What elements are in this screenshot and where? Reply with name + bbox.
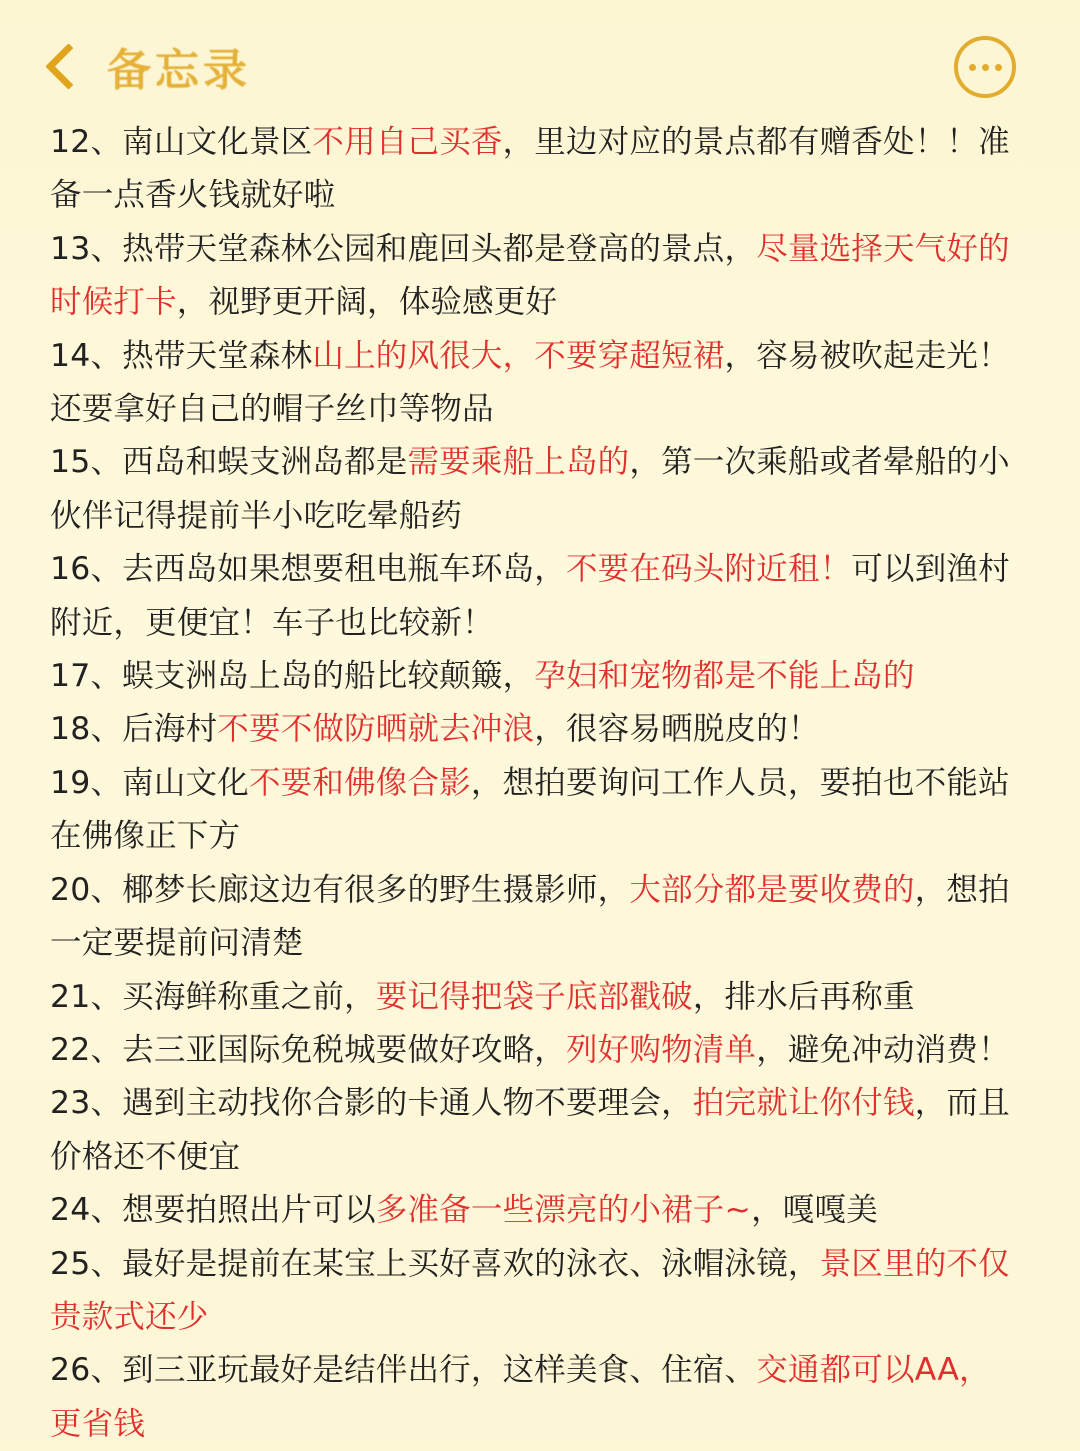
tip-text: ，而且价格还不便宜	[50, 1085, 1010, 1175]
note-tip-item	[50, 971, 1018, 1024]
note-tip-item	[50, 1344, 1018, 1451]
tip-text: ，很容易晒脱皮的！	[534, 711, 820, 748]
highlighted-text: 不要和佛像合影	[248, 764, 471, 801]
highlighted-text: 需要乘船上岛的	[407, 444, 630, 481]
tip-text: ，嘎嘎美	[751, 1192, 878, 1229]
tip-text: ，想拍一定要提前问清楚	[50, 871, 1010, 962]
note-tip-item	[50, 757, 1018, 864]
highlighted-text: 大部分都是要收费的	[629, 871, 915, 908]
tip-text: 17、蜈支洲岛上岛的船比较颠簸，	[50, 658, 535, 695]
highlighted-text: 景区里的不仅贵款式还少	[50, 1245, 1010, 1335]
note-tip-item	[50, 1184, 1018, 1237]
note-tip-item	[50, 1238, 1018, 1345]
tip-text: ，想拍要询问工作人员，要拍也不能站在佛像正下方	[50, 764, 1010, 855]
tip-text: 13、热带天堂森林公园和鹿回头都是登高的景点，	[50, 230, 757, 267]
tip-text: ，里边对应的景点都有赠香处！！准备一点香火钱就好啦	[50, 124, 1010, 214]
highlighted-text: 不要在码头附近租！	[565, 551, 852, 588]
note-tip-item	[50, 864, 1018, 971]
highlighted-text: 多准备一些漂亮的小裙子~	[375, 1192, 752, 1229]
back-button[interactable]	[38, 34, 251, 98]
note-tip-item	[50, 116, 1018, 223]
tip-text: 19、南山文化	[50, 764, 249, 801]
tip-text: 23、遇到主动找你合影的卡通人物不要理会，	[50, 1085, 693, 1122]
more-horizontal-icon	[969, 64, 1002, 71]
tip-text: 16、去西岛如果想要租电瓶车环岛，	[50, 551, 566, 588]
tip-text: ，排水后再称重	[692, 978, 915, 1015]
tip-text: 21、买海鲜称重之前，	[50, 978, 376, 1015]
tip-text: ，第一次乘船或者晕船的小伙伴记得提前半小吃吃晕船药	[50, 444, 1010, 534]
note-tip-item	[50, 330, 1018, 437]
tip-text: 12、南山文化景区	[50, 124, 313, 160]
tip-text: 24、想要拍照出片可以	[50, 1192, 376, 1229]
tip-text: 14、热带天堂森林	[50, 337, 313, 374]
back-label: 备忘录	[107, 45, 251, 96]
tip-text: ，容易被吹起走光！还要拿好自己的帽子丝巾等物品	[50, 337, 1010, 428]
tip-text: 22、去三亚国际免税城要做好攻略，	[50, 1031, 566, 1068]
highlighted-text: 尽量选择天气好的时候打卡	[50, 230, 1010, 321]
tip-text: 26、到三亚玩最好是结伴出行，这样美食、住宿、	[50, 1352, 757, 1389]
top-bar	[0, 0, 1080, 118]
note-tip-item	[50, 223, 1018, 330]
note-tip-item	[50, 703, 1018, 756]
note-tip-item	[50, 650, 1018, 703]
highlighted-text: 拍完就让你付钱	[692, 1085, 915, 1122]
highlighted-text: 孕妇和宠物都是不能上岛的	[534, 658, 915, 695]
highlighted-text: 不用自己买香	[312, 124, 503, 160]
tip-text: 15、西岛和蜈支洲岛都是	[50, 444, 408, 481]
highlighted-text: 要记得把袋子底部戳破	[375, 978, 693, 1015]
tip-text: ，避免冲动消费！	[756, 1031, 1010, 1068]
note-tip-item	[50, 1024, 1018, 1077]
more-button[interactable]	[954, 36, 1016, 98]
highlighted-text: 不要不做防晒就去冲浪	[217, 711, 535, 748]
highlighted-text: 山上的风很大，不要穿超短裙	[312, 337, 725, 374]
tip-text: 可以到渔村附近，更便宜！车子也比较新！	[50, 551, 1010, 641]
highlighted-text: 列好购物清单	[565, 1031, 757, 1068]
tip-text: 25、最好是提前在某宝上买好喜欢的泳衣、泳帽泳镜，	[50, 1245, 820, 1282]
tip-text: 20、椰梦长廊这边有很多的野生摄影师，	[50, 871, 630, 908]
note-tip-item	[50, 1077, 1018, 1184]
note-tip-item	[50, 543, 1018, 650]
note-tip-item	[50, 436, 1018, 543]
note-body	[50, 116, 1018, 1451]
highlighted-text: 交通都可以AA，更省钱	[50, 1352, 991, 1442]
chevron-left-icon	[45, 43, 92, 90]
tip-text: 18、后海村	[50, 711, 218, 748]
tip-text: ，视野更开阔，体验感更好	[176, 284, 558, 321]
